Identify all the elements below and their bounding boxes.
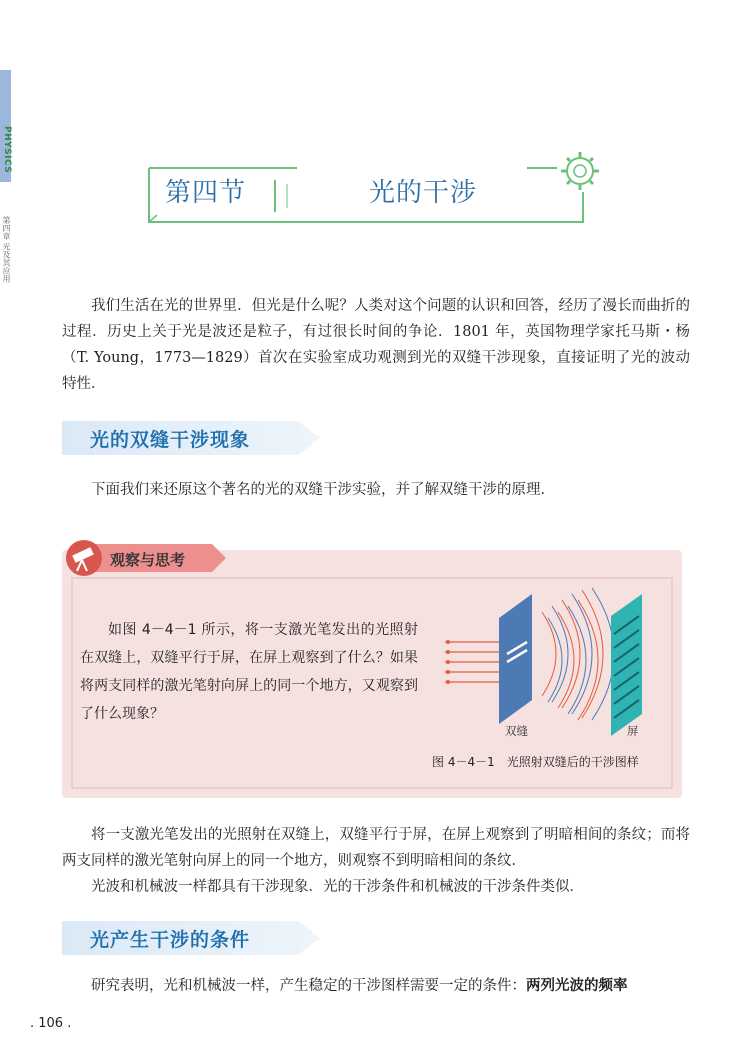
screen-label: 屏 (627, 724, 639, 738)
section-title-box (147, 160, 585, 222)
result-paragraph-2: 光波和机械波一样都具有干涉现象．光的干涉条件和机械波的干涉条件类似． (91, 879, 584, 895)
chapter-label: 第四章 光及其应用 (2, 216, 11, 283)
section-heading-2 (62, 921, 322, 955)
figure-caption: 图 4－4－1 光照射双缝后的干涉图样 (432, 755, 639, 769)
observe-question: 如图 4－4－1 所示，将一支激光笔发出的光照射在双缝上，双缝平行于屏，在屏上观察到了什么？如果将两支同样的激光笔射向屏上的同一个地方，又观察到了什么现象？ (80, 622, 418, 722)
section-title: 光的干涉 (369, 178, 478, 208)
section-number: 第四节 (165, 178, 247, 208)
section2-lead-text: 研究表明，光和机械波一样，产生稳定的干涉图样需要一定的条件： (91, 978, 526, 994)
section-heading-text: 光产生干涉的条件 (90, 929, 251, 951)
section2-lead (62, 973, 690, 999)
result-paragraph-1: 将一支激光笔发出的光照射在双缝上，双缝平行于屏，在屏上观察到了明暗相间的条纹；而将两支同样的激光笔射向屏上的同一个地方，则观察不到明暗相间的条纹． (62, 827, 690, 869)
section2-lead-bold: 两列光波的频率 (526, 978, 628, 994)
subject-label: PHYSICS (2, 126, 12, 174)
section-heading-text: 光的双缝干涉现象 (90, 429, 251, 451)
slit-label: 双缝 (505, 724, 528, 738)
section-heading-1 (62, 421, 322, 455)
observe-label: 观察与思考 (110, 551, 186, 569)
gear-icon (555, 146, 605, 196)
intro-paragraph: 我们生活在光的世界里．但光是什么呢？人类对这个问题的认识和回答，经历了漫长而曲折的过程．历史上关于光是波还是粒子，有过很长时间的争论．1801 年，英国物理学家托马斯・杨（T. Young，1773—1829）首次在实验室成功观测到光的双缝干涉现象，直接证明了光的波动特性． (62, 298, 690, 392)
page-number: . 106 . (30, 1016, 72, 1031)
section1-lead: 下面我们来还原这个著名的光的双缝干涉实验，并了解双缝干涉的原理． (91, 482, 555, 498)
observe-think-box (62, 530, 682, 798)
